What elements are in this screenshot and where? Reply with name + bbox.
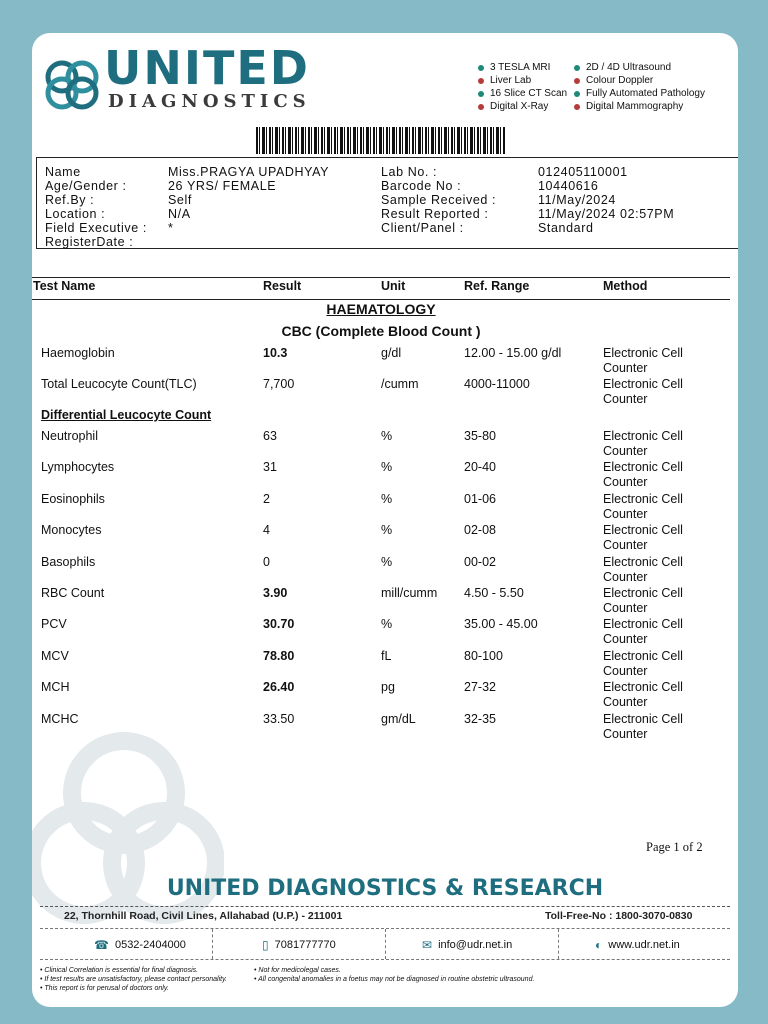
test-name: Lymphocytes (41, 460, 115, 475)
patient-value (168, 235, 329, 249)
patient-value: 26 YRS/ FEMALE (168, 179, 277, 193)
contact-phone[interactable] (94, 938, 186, 952)
patient-value: Miss.PRAGYA UPADHYAY (168, 165, 330, 179)
test-name: MCHC (41, 711, 79, 726)
bullet-dot-icon (478, 65, 484, 71)
service-label: 2D / 4D Ultrasound (586, 62, 672, 73)
test-result: 33.50 (263, 711, 295, 726)
patient-label: Ref.By : (45, 193, 95, 207)
panel-title: CBC (Complete Blood Count ) (281, 323, 481, 339)
patient-labels-right (381, 165, 496, 235)
test-method: Electronic Cell Counter (603, 346, 683, 375)
test-ref-range: 4.50 - 5.50 (464, 586, 524, 600)
test-unit: % (381, 491, 393, 506)
service-label: Digital X-Ray (490, 101, 549, 112)
test-name: Neutrophil (41, 429, 98, 443)
service-label: Colour Doppler (586, 75, 654, 86)
test-result: 10.3 (263, 346, 288, 360)
service-label: Liver Lab (490, 75, 532, 86)
phone-text: 0532-2404000 (114, 939, 186, 951)
service-item (574, 100, 705, 113)
department-title: HAEMATOLOGY (326, 301, 436, 317)
patient-label: Result Reported : (381, 207, 489, 221)
test-unit: g/dl (381, 346, 402, 360)
test-method: Electronic Cell Counter (603, 554, 683, 584)
test-method: Electronic Cell Counter (603, 491, 683, 521)
test-ref-range: 01-06 (464, 491, 496, 506)
service-item (574, 61, 705, 74)
test-unit: mill/cumm (381, 586, 438, 600)
service-label: 16 Slice CT Scan (490, 88, 568, 99)
notes-right (254, 966, 534, 984)
test-result: 0 (263, 554, 270, 569)
service-item (574, 87, 705, 100)
test-unit: % (381, 617, 393, 632)
test-result: 78.80 (263, 648, 295, 663)
services-list-2 (574, 61, 705, 113)
test-ref-range: 4000-11000 (464, 377, 530, 391)
patient-info-box (36, 157, 738, 249)
test-method: Electronic Cell Counter (603, 377, 683, 406)
patient-value: Standard (538, 221, 594, 235)
contact-separator (558, 929, 559, 959)
test-result: 30.70 (263, 617, 295, 632)
patient-label: Age/Gender : (45, 179, 127, 193)
service-item (478, 100, 567, 113)
patient-label: Location : (45, 207, 106, 221)
test-ref-range: 27-32 (464, 680, 496, 695)
test-result: 7,700 (263, 377, 295, 391)
test-method: Electronic Cell Counter (603, 680, 683, 710)
service-item (478, 87, 567, 100)
logo-rings-icon (40, 55, 104, 113)
footer-note: • This report is for perusal of doctors only. (40, 985, 169, 992)
barcode (256, 127, 506, 154)
test-name: Eosinophils (41, 491, 105, 506)
test-name: PCV (41, 617, 67, 632)
globe-icon: ◐ (595, 938, 603, 952)
service-label: Fully Automated Pathology (586, 88, 705, 99)
patient-label: Name (45, 165, 81, 179)
services-list-1 (478, 61, 567, 113)
test-unit: % (381, 460, 393, 475)
patient-label: Field Executive : (45, 221, 147, 235)
header-ref-range: Ref. Range (464, 279, 530, 293)
test-result: 2 (263, 491, 270, 506)
service-item (478, 74, 567, 87)
footer-note: • All congenital anomalies in a foetus may not be diagnosed in routine obstetric ultrasound. (254, 976, 535, 983)
footer-tollfree: Toll-Free-No : 1800-3070-0830 (545, 910, 693, 922)
test-method: Electronic Cell Counter (603, 586, 683, 615)
phone-icon: ☎ (94, 938, 109, 952)
test-unit: fL (381, 648, 392, 663)
test-unit: /cumm (381, 377, 419, 391)
test-name: Total Leucocyte Count(TLC) (41, 377, 197, 391)
patient-value: N/A (168, 207, 191, 221)
test-result: 63 (263, 429, 277, 443)
bullet-dot-icon (574, 78, 580, 84)
footer-note: • If test results are unsatisfactory, please contact personality. (40, 976, 228, 983)
test-ref-range: 32-35 (464, 711, 496, 726)
bullet-dot-icon (478, 78, 484, 84)
patient-value: * (168, 221, 174, 235)
test-result: 31 (263, 460, 277, 475)
contact-bar (40, 928, 730, 960)
contact-separator (385, 929, 386, 959)
service-item (574, 74, 705, 87)
patient-value: 11/May/2024 (538, 193, 616, 207)
test-unit: % (381, 554, 393, 569)
header-test-name: Test Name (33, 279, 96, 293)
test-unit: % (381, 523, 393, 538)
contact-website[interactable] (595, 938, 680, 952)
patient-label: RegisterDate : (45, 235, 134, 249)
patient-value: 10440616 (538, 179, 599, 193)
patient-label: Lab No. : (381, 165, 438, 179)
header-unit: Unit (381, 279, 406, 293)
patient-labels-left (45, 165, 147, 249)
test-method: Electronic Cell Counter (603, 429, 683, 458)
test-method: Electronic Cell Counter (603, 648, 683, 678)
test-name: MCH (41, 680, 70, 695)
test-unit: % (381, 429, 393, 443)
test-unit: pg (381, 680, 395, 695)
test-method: Electronic Cell Counter (603, 460, 683, 490)
contact-separator (212, 929, 213, 959)
test-ref-range: 80-100 (464, 648, 503, 663)
mobile-text: 7081777770 (274, 939, 336, 951)
bullet-dot-icon (478, 104, 484, 110)
table-top-rule (32, 277, 730, 278)
test-result: 4 (263, 523, 270, 538)
header-result: Result (263, 279, 302, 293)
footer-divider (40, 906, 730, 907)
header-method: Method (603, 279, 648, 293)
test-ref-range: 35-80 (464, 429, 496, 443)
patient-values-right (538, 165, 674, 235)
test-ref-range: 02-08 (464, 523, 496, 538)
test-name: Basophils (41, 554, 96, 569)
test-result: 3.90 (263, 586, 288, 600)
footer-title: UNITED DIAGNOSTICS & RESEARCH (166, 876, 604, 901)
test-ref-range: 20-40 (464, 460, 496, 475)
mobile-icon: ▯ (262, 938, 269, 952)
differential-subheading: Differential Leucocyte Count (41, 408, 212, 422)
logo-subtitle: DIAGNOSTICS (108, 91, 311, 112)
website-text: www.udr.net.in (608, 939, 680, 951)
bullet-dot-icon (478, 91, 484, 97)
patient-label: Barcode No : (381, 179, 462, 193)
patient-value: Self (168, 193, 192, 207)
footer-note: • Not for medicolegal cases. (254, 967, 341, 974)
test-name: Monocytes (41, 523, 102, 538)
test-unit: gm/dL (381, 711, 416, 726)
table-header-rule (32, 299, 730, 300)
report-page (32, 33, 738, 1007)
bullet-dot-icon (574, 91, 580, 97)
email-text: info@udr.net.in (438, 939, 513, 951)
patient-values-left (168, 165, 329, 249)
service-item (478, 61, 567, 74)
service-label: 3 TESLA MRI (490, 62, 551, 73)
contact-mobile[interactable] (262, 938, 336, 952)
test-method: Electronic Cell Counter (603, 617, 683, 647)
patient-value: 012405110001 (538, 165, 628, 179)
bullet-dot-icon (574, 65, 580, 71)
test-result: 26.40 (263, 680, 295, 695)
contact-email[interactable] (422, 938, 512, 952)
test-method: Electronic Cell Counter (603, 523, 683, 553)
test-ref-range: 35.00 - 45.00 (464, 617, 538, 632)
test-ref-range: 12.00 - 15.00 g/dl (464, 346, 562, 360)
test-method: Electronic Cell Counter (603, 711, 683, 741)
page-number: Page 1 of 2 (646, 840, 703, 854)
notes-left (40, 966, 227, 993)
bullet-dot-icon (574, 104, 580, 110)
patient-label: Sample Received : (381, 193, 497, 207)
footer-note: • Clinical Correlation is essential for final diagnosis. (40, 967, 199, 974)
test-name: MCV (41, 648, 69, 663)
test-name: Haemoglobin (41, 346, 115, 360)
footer-address: 22, Thornhill Road, Civil Lines, Allahabad (U.P.) - 211001 (64, 910, 343, 922)
test-name: RBC Count (41, 586, 105, 600)
email-icon: ✉ (422, 938, 433, 952)
patient-label: Client/Panel : (381, 221, 464, 235)
patient-value: 11/May/2024 02:57PM (538, 207, 675, 221)
service-label: Digital Mammography (586, 101, 684, 112)
test-ref-range: 00-02 (464, 554, 496, 569)
logo-wordmark: UNITED (104, 41, 310, 95)
